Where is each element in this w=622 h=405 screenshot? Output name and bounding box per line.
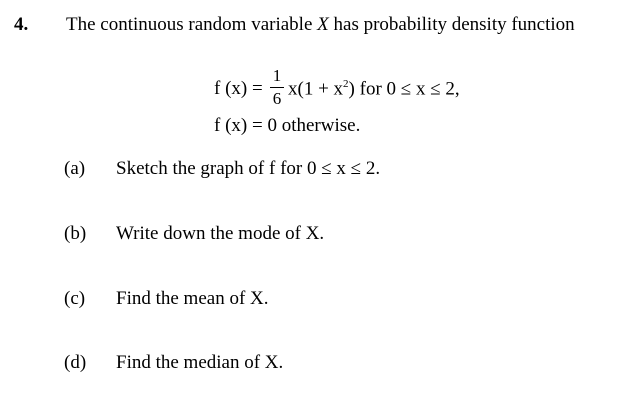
fraction-denominator: 6 <box>272 89 282 108</box>
part-b-label: (b) <box>64 223 87 244</box>
part-c-text: Find the mean of X. <box>116 288 269 309</box>
pdf-fraction <box>270 66 284 109</box>
part-a-text: Sketch the graph of f for 0 ≤ x ≤ 2. <box>116 158 381 179</box>
stem-text-end: has probability density function <box>328 14 575 35</box>
pdf-lhs: f (x) = <box>214 78 263 99</box>
part-d-label: (d) <box>64 352 87 373</box>
question-number: 4. <box>14 14 29 35</box>
fraction-numerator: 1 <box>272 66 282 85</box>
part-b-text: Write down the mode of X. <box>116 223 325 244</box>
random-variable: X <box>317 14 329 35</box>
part-a-label: (a) <box>64 158 86 179</box>
stem-text-start: The continuous random variable <box>66 14 318 35</box>
pdf-rhs-body: x(1 + x <box>288 78 344 100</box>
pdf-domain: ) for 0 ≤ x ≤ 2, <box>348 78 460 100</box>
part-d-text: Find the median of X. <box>116 352 284 373</box>
pdf-otherwise: f (x) = 0 otherwise. <box>214 115 361 136</box>
part-c-label: (c) <box>64 288 86 309</box>
fraction-bar <box>270 87 284 88</box>
question-stem <box>66 14 575 36</box>
pdf-exponent: 2 <box>343 78 349 90</box>
pdf-rhs <box>288 78 460 100</box>
